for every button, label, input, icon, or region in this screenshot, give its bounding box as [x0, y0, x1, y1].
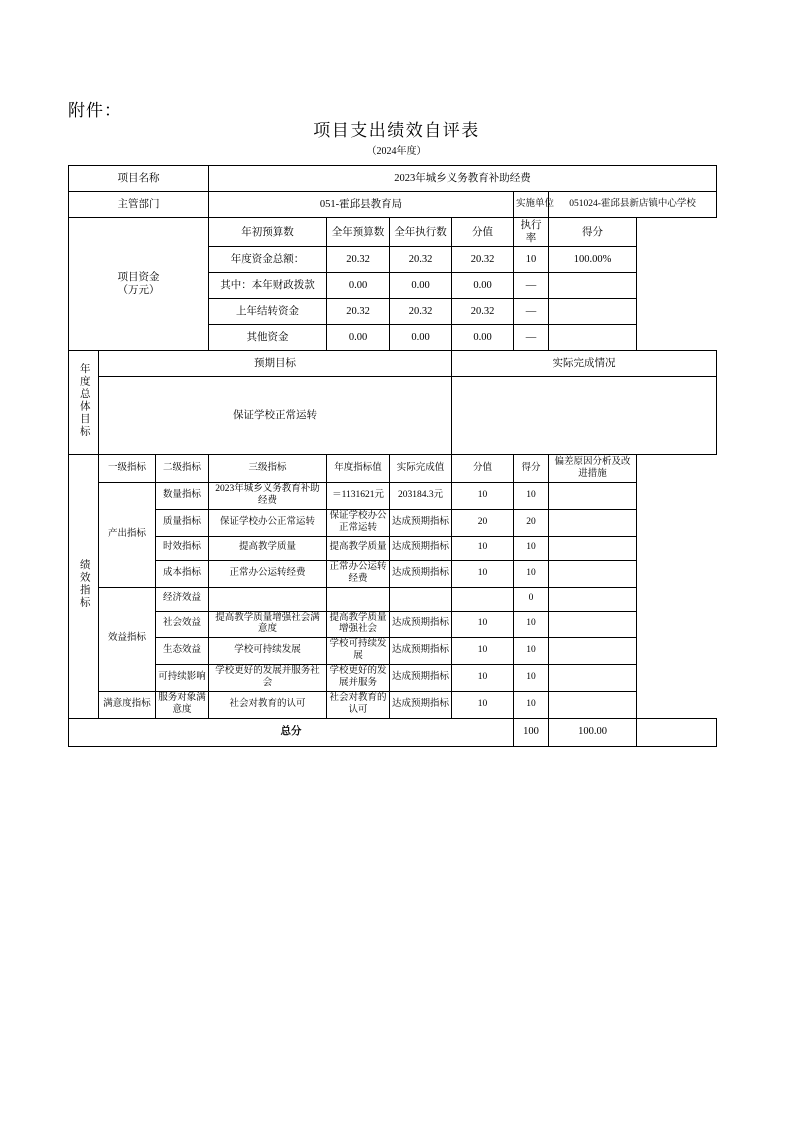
perf-target-1-1: 提高教学质量增强社会 [327, 611, 390, 638]
perf-target-0-3: 正常办公运转经费 [327, 560, 390, 587]
perf-deviation-1-3 [549, 665, 637, 692]
perf-scoreval-2-0: 10 [452, 691, 514, 718]
funds-label-0: 年度资金总额： [209, 247, 327, 273]
annual-goal-actual-text [452, 377, 717, 455]
funds-0-value-0: 20.32 [327, 247, 390, 273]
funds-0-value-2: 20.32 [452, 247, 514, 273]
perf-level3-0-2: 提高教学质量 [209, 536, 327, 560]
perf-actual-0-0: 203184.3元 [390, 483, 452, 510]
funds-2-value-4 [549, 299, 637, 325]
perf-score-1-2: 10 [514, 638, 549, 665]
project-name-value: 2023年城乡义务教育补助经费 [209, 166, 717, 192]
funds-2-value-1: 20.32 [390, 299, 452, 325]
funds-1-value-2: 0.00 [452, 273, 514, 299]
annual-goal-expected-header: 预期目标 [99, 351, 452, 377]
table-row-benefit-4 [69, 665, 717, 692]
funds-col-header-0: 年初预算数 [209, 218, 327, 247]
funds-row-label-line2: （万元） [117, 285, 160, 297]
page-title: 项目支出绩效自评表 [313, 121, 480, 140]
perf-level2-1-3: 可持续影响 [156, 665, 209, 692]
perf-target-1-0 [327, 587, 390, 611]
table-row-output-4 [69, 560, 717, 587]
funds-row-label-line1: 项目资金 [117, 272, 160, 283]
total-score-value: 100 [514, 718, 549, 746]
funds-label-3: 其他资金 [209, 325, 327, 351]
table-row-annual-goal-header [69, 351, 717, 377]
perf-level3-0-3: 正常办公运转经费 [209, 560, 327, 587]
perf-level3-1-2: 学校可持续发展 [209, 638, 327, 665]
table-row-output-2 [69, 510, 717, 537]
perf-scoreval-1-3: 10 [452, 665, 514, 692]
perf-level3-1-0 [209, 587, 327, 611]
perf-deviation-1-2 [549, 638, 637, 665]
table-row-annual-goal-body [69, 377, 717, 455]
perf-level2-2-0: 服务对象满意度 [156, 691, 209, 718]
perf-level3-0-0: 2023年城乡义务教育补助经费 [209, 483, 327, 510]
perf-level2-1-1: 社会效益 [156, 611, 209, 638]
performance-self-evaluation-table [68, 165, 717, 747]
funds-col-header-4: 执行率 [514, 218, 549, 247]
perf-score-0-2: 10 [514, 536, 549, 560]
perf-col-header-4: 实际完成值 [390, 455, 452, 483]
funds-1-value-1: 0.00 [390, 273, 452, 299]
funds-2-value-3: — [514, 299, 549, 325]
annual-goal-actual-header: 实际完成情况 [452, 351, 717, 377]
perf-col-header-2: 三级指标 [209, 455, 327, 483]
table-row-funds-header [69, 218, 717, 247]
perf-target-1-3: 学校更好的发展并服务 [327, 665, 390, 692]
perf-scoreval-0-0: 10 [452, 483, 514, 510]
funds-1-value-4 [549, 273, 637, 299]
funds-col-header-3: 分值 [452, 218, 514, 247]
perf-level2-1-2: 生态效益 [156, 638, 209, 665]
perf-deviation-2-0 [549, 691, 637, 718]
table-row-project-name [69, 166, 717, 192]
perf-col-header-3: 年度指标值 [327, 455, 390, 483]
perf-col-header-1: 二级指标 [156, 455, 209, 483]
perf-actual-1-0 [390, 587, 452, 611]
table-row-benefit-3 [69, 638, 717, 665]
perf-level2-0-2: 时效指标 [156, 536, 209, 560]
perf-score-1-1: 10 [514, 611, 549, 638]
funds-2-value-0: 20.32 [327, 299, 390, 325]
perf-level1-benefit: 效益指标 [99, 587, 156, 691]
perf-col-header-5: 分值 [452, 455, 514, 483]
perf-level2-0-3: 成本指标 [156, 560, 209, 587]
unit-value: 051024-霍邱县新店镇中心学校 [549, 192, 717, 218]
performance-side-label: 绩效指标 [69, 455, 99, 718]
funds-3-value-4 [549, 325, 637, 351]
perf-actual-1-3: 达成预期指标 [390, 665, 452, 692]
perf-level3-2-0: 社会对教育的认可 [209, 691, 327, 718]
total-score: 100.00 [549, 718, 637, 746]
department-label: 主管部门 [69, 192, 209, 218]
perf-scoreval-0-3: 10 [452, 560, 514, 587]
unit-label: 实施单位 [514, 192, 549, 218]
perf-level2-0-0: 数量指标 [156, 483, 209, 510]
funds-row-label [69, 218, 209, 351]
annual-goal-side-label: 年度总体目标 [69, 351, 99, 455]
table-row-output-1 [69, 483, 717, 510]
perf-actual-1-1: 达成预期指标 [390, 611, 452, 638]
table-row-benefit-2 [69, 611, 717, 638]
perf-target-1-2: 学校可持续发展 [327, 638, 390, 665]
perf-actual-0-1: 达成预期指标 [390, 510, 452, 537]
funds-col-header-1: 全年预算数 [327, 218, 390, 247]
perf-score-0-3: 10 [514, 560, 549, 587]
page-subtitle: （2024年度） [366, 146, 427, 157]
funds-0-value-3: 10 [514, 247, 549, 273]
table-row-satisfaction-1 [69, 691, 717, 718]
perf-deviation-0-3 [549, 560, 637, 587]
perf-deviation-0-0 [549, 483, 637, 510]
perf-col-header-0: 一级指标 [99, 455, 156, 483]
perf-score-0-1: 20 [514, 510, 549, 537]
perf-level1-output: 产出指标 [99, 483, 156, 587]
perf-deviation-0-1 [549, 510, 637, 537]
funds-3-value-3: — [514, 325, 549, 351]
perf-score-1-0: 0 [514, 587, 549, 611]
perf-target-2-0: 社会对教育的认可 [327, 691, 390, 718]
table-row-performance-header [69, 455, 717, 483]
perf-scoreval-1-1: 10 [452, 611, 514, 638]
funds-0-value-1: 20.32 [390, 247, 452, 273]
perf-target-0-1: 保证学校办公正常运转 [327, 510, 390, 537]
funds-0-value-4: 100.00% [549, 247, 637, 273]
perf-actual-2-0: 达成预期指标 [390, 691, 452, 718]
perf-scoreval-0-2: 10 [452, 536, 514, 560]
perf-col-header-7: 偏差原因分析及改进措施 [549, 455, 637, 483]
funds-1-value-0: 0.00 [327, 273, 390, 299]
perf-score-1-3: 10 [514, 665, 549, 692]
total-deviation [637, 718, 717, 746]
funds-label-2: 上年结转资金 [209, 299, 327, 325]
perf-deviation-1-0 [549, 587, 637, 611]
perf-level1-satisfaction: 满意度指标 [99, 691, 156, 718]
perf-scoreval-0-1: 20 [452, 510, 514, 537]
funds-col-header-5: 得分 [549, 218, 637, 247]
table-row-total [69, 718, 717, 746]
project-name-label: 项目名称 [69, 166, 209, 192]
perf-level2-1-0: 经济效益 [156, 587, 209, 611]
perf-target-0-0: ＝1131621元 [327, 483, 390, 510]
perf-score-2-0: 10 [514, 691, 549, 718]
perf-level3-0-1: 保证学校办公正常运转 [209, 510, 327, 537]
perf-actual-1-2: 达成预期指标 [390, 638, 452, 665]
perf-actual-0-3: 达成预期指标 [390, 560, 452, 587]
funds-3-value-2: 0.00 [452, 325, 514, 351]
funds-col-header-2: 全年执行数 [390, 218, 452, 247]
funds-label-1: 其中：本年财政拨款 [209, 273, 327, 299]
perf-scoreval-1-0 [452, 587, 514, 611]
perf-col-header-6: 得分 [514, 455, 549, 483]
perf-scoreval-1-2: 10 [452, 638, 514, 665]
department-value: 051-霍邱县教育局 [209, 192, 514, 218]
perf-level2-0-1: 质量指标 [156, 510, 209, 537]
perf-level3-1-1: 提高教学质量增强社会满意度 [209, 611, 327, 638]
perf-deviation-0-2 [549, 536, 637, 560]
annual-goal-expected-text: 保证学校正常运转 [99, 377, 452, 455]
perf-score-0-0: 10 [514, 483, 549, 510]
perf-deviation-1-1 [549, 611, 637, 638]
perf-level3-1-3: 学校更好的发展并服务社会 [209, 665, 327, 692]
table-row-output-3 [69, 536, 717, 560]
funds-3-value-1: 0.00 [390, 325, 452, 351]
table-row-department [69, 192, 717, 218]
attachment-label: 附件： [68, 101, 122, 120]
funds-3-value-0: 0.00 [327, 325, 390, 351]
perf-actual-0-2: 达成预期指标 [390, 536, 452, 560]
funds-2-value-2: 20.32 [452, 299, 514, 325]
funds-1-value-3: — [514, 273, 549, 299]
perf-target-0-2: 提高教学质量 [327, 536, 390, 560]
table-row-benefit-1 [69, 587, 717, 611]
total-label: 总分 [69, 718, 514, 746]
